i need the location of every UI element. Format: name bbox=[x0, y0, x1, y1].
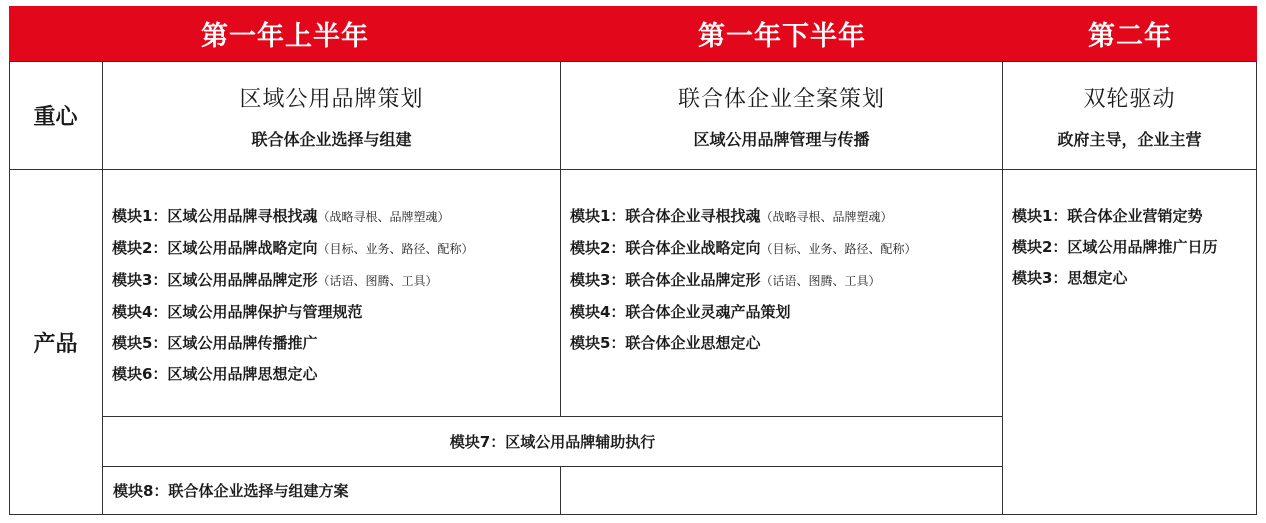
module-note: （战略寻根、品牌塑魂） bbox=[317, 210, 450, 224]
module-text: 模块5：区域公用品牌传播推广 bbox=[112, 334, 318, 352]
header-year1-first-half: 第一年上半年 bbox=[9, 6, 561, 61]
module-item bbox=[112, 233, 473, 265]
focus-main: 双轮驱动 bbox=[1083, 86, 1176, 112]
module-item bbox=[570, 265, 916, 297]
module-item bbox=[570, 297, 916, 328]
module-item bbox=[570, 328, 916, 359]
module-item bbox=[112, 265, 473, 297]
module-text: 模块6：区域公用品牌思想定心 bbox=[112, 365, 318, 383]
module7-cell: 模块7：区域公用品牌辅助执行 bbox=[449, 433, 656, 451]
focus-cell-col1 bbox=[103, 62, 560, 169]
row-label-product: 产品 bbox=[33, 331, 78, 357]
module-item bbox=[1012, 201, 1217, 232]
module-text: 模块2：区域公用品牌推广日历 bbox=[1012, 238, 1218, 256]
module-item bbox=[112, 359, 473, 390]
module-text: 模块1：区域公用品牌寻根找魂 bbox=[112, 207, 318, 225]
module-item bbox=[112, 201, 473, 233]
focus-main: 区域公用品牌策划 bbox=[239, 86, 424, 112]
module-text: 模块4：联合体企业灵魂产品策划 bbox=[570, 303, 791, 321]
module-text: 模块4：区域公用品牌保护与管理规范 bbox=[112, 303, 363, 321]
module-item bbox=[570, 201, 916, 233]
module-item bbox=[570, 233, 916, 265]
focus-main: 联合体企业全案策划 bbox=[677, 86, 885, 112]
module8-cell: 模块8：联合体企业选择与组建方案 bbox=[113, 482, 349, 500]
module-note: （话语、图腾、工具） bbox=[317, 274, 438, 288]
module-list-col1 bbox=[112, 201, 473, 390]
module-text: 模块5：联合体企业思想定心 bbox=[570, 334, 761, 352]
focus-sub: 联合体企业选择与组建 bbox=[251, 129, 412, 149]
module-note: （目标、业务、路径、配称） bbox=[760, 242, 917, 256]
header-year2: 第二年 bbox=[1003, 6, 1257, 61]
focus-cell-col3 bbox=[1003, 62, 1256, 169]
focus-cell-col2 bbox=[561, 62, 1002, 169]
module-item bbox=[112, 328, 473, 359]
module-item bbox=[1012, 232, 1217, 263]
module-list-col2 bbox=[570, 201, 916, 359]
focus-sub: 区域公用品牌管理与传播 bbox=[693, 129, 870, 149]
row-label-focus: 重心 bbox=[33, 105, 78, 130]
module-item bbox=[112, 297, 473, 328]
module-text: 模块3：思想定心 bbox=[1012, 269, 1128, 287]
grid-line bbox=[9, 514, 1257, 515]
module-list-col3 bbox=[1012, 201, 1217, 294]
module-text: 模块1：联合体企业寻根找魂 bbox=[570, 207, 761, 225]
module-text: 模块2：区域公用品牌战略定向 bbox=[112, 239, 318, 257]
module-note: （目标、业务、路径、配称） bbox=[317, 242, 474, 256]
module-note: （话语、图腾、工具） bbox=[760, 274, 881, 288]
module-text: 模块3：联合体企业品牌定形 bbox=[570, 271, 761, 289]
focus-sub: 政府主导，企业主营 bbox=[1057, 129, 1202, 149]
module-text: 模块2：联合体企业战略定向 bbox=[570, 239, 761, 257]
module-text: 模块3：区域公用品牌品牌定形 bbox=[112, 271, 318, 289]
grid-line bbox=[560, 466, 561, 515]
module-text: 模块1：联合体企业营销定势 bbox=[1012, 207, 1203, 225]
grid-line bbox=[9, 169, 1257, 170]
module-item bbox=[1012, 263, 1217, 294]
header-year1-second-half: 第一年下半年 bbox=[561, 6, 1003, 61]
module-note: （战略寻根、品牌塑魂） bbox=[760, 210, 893, 224]
grid-line bbox=[1256, 61, 1257, 515]
